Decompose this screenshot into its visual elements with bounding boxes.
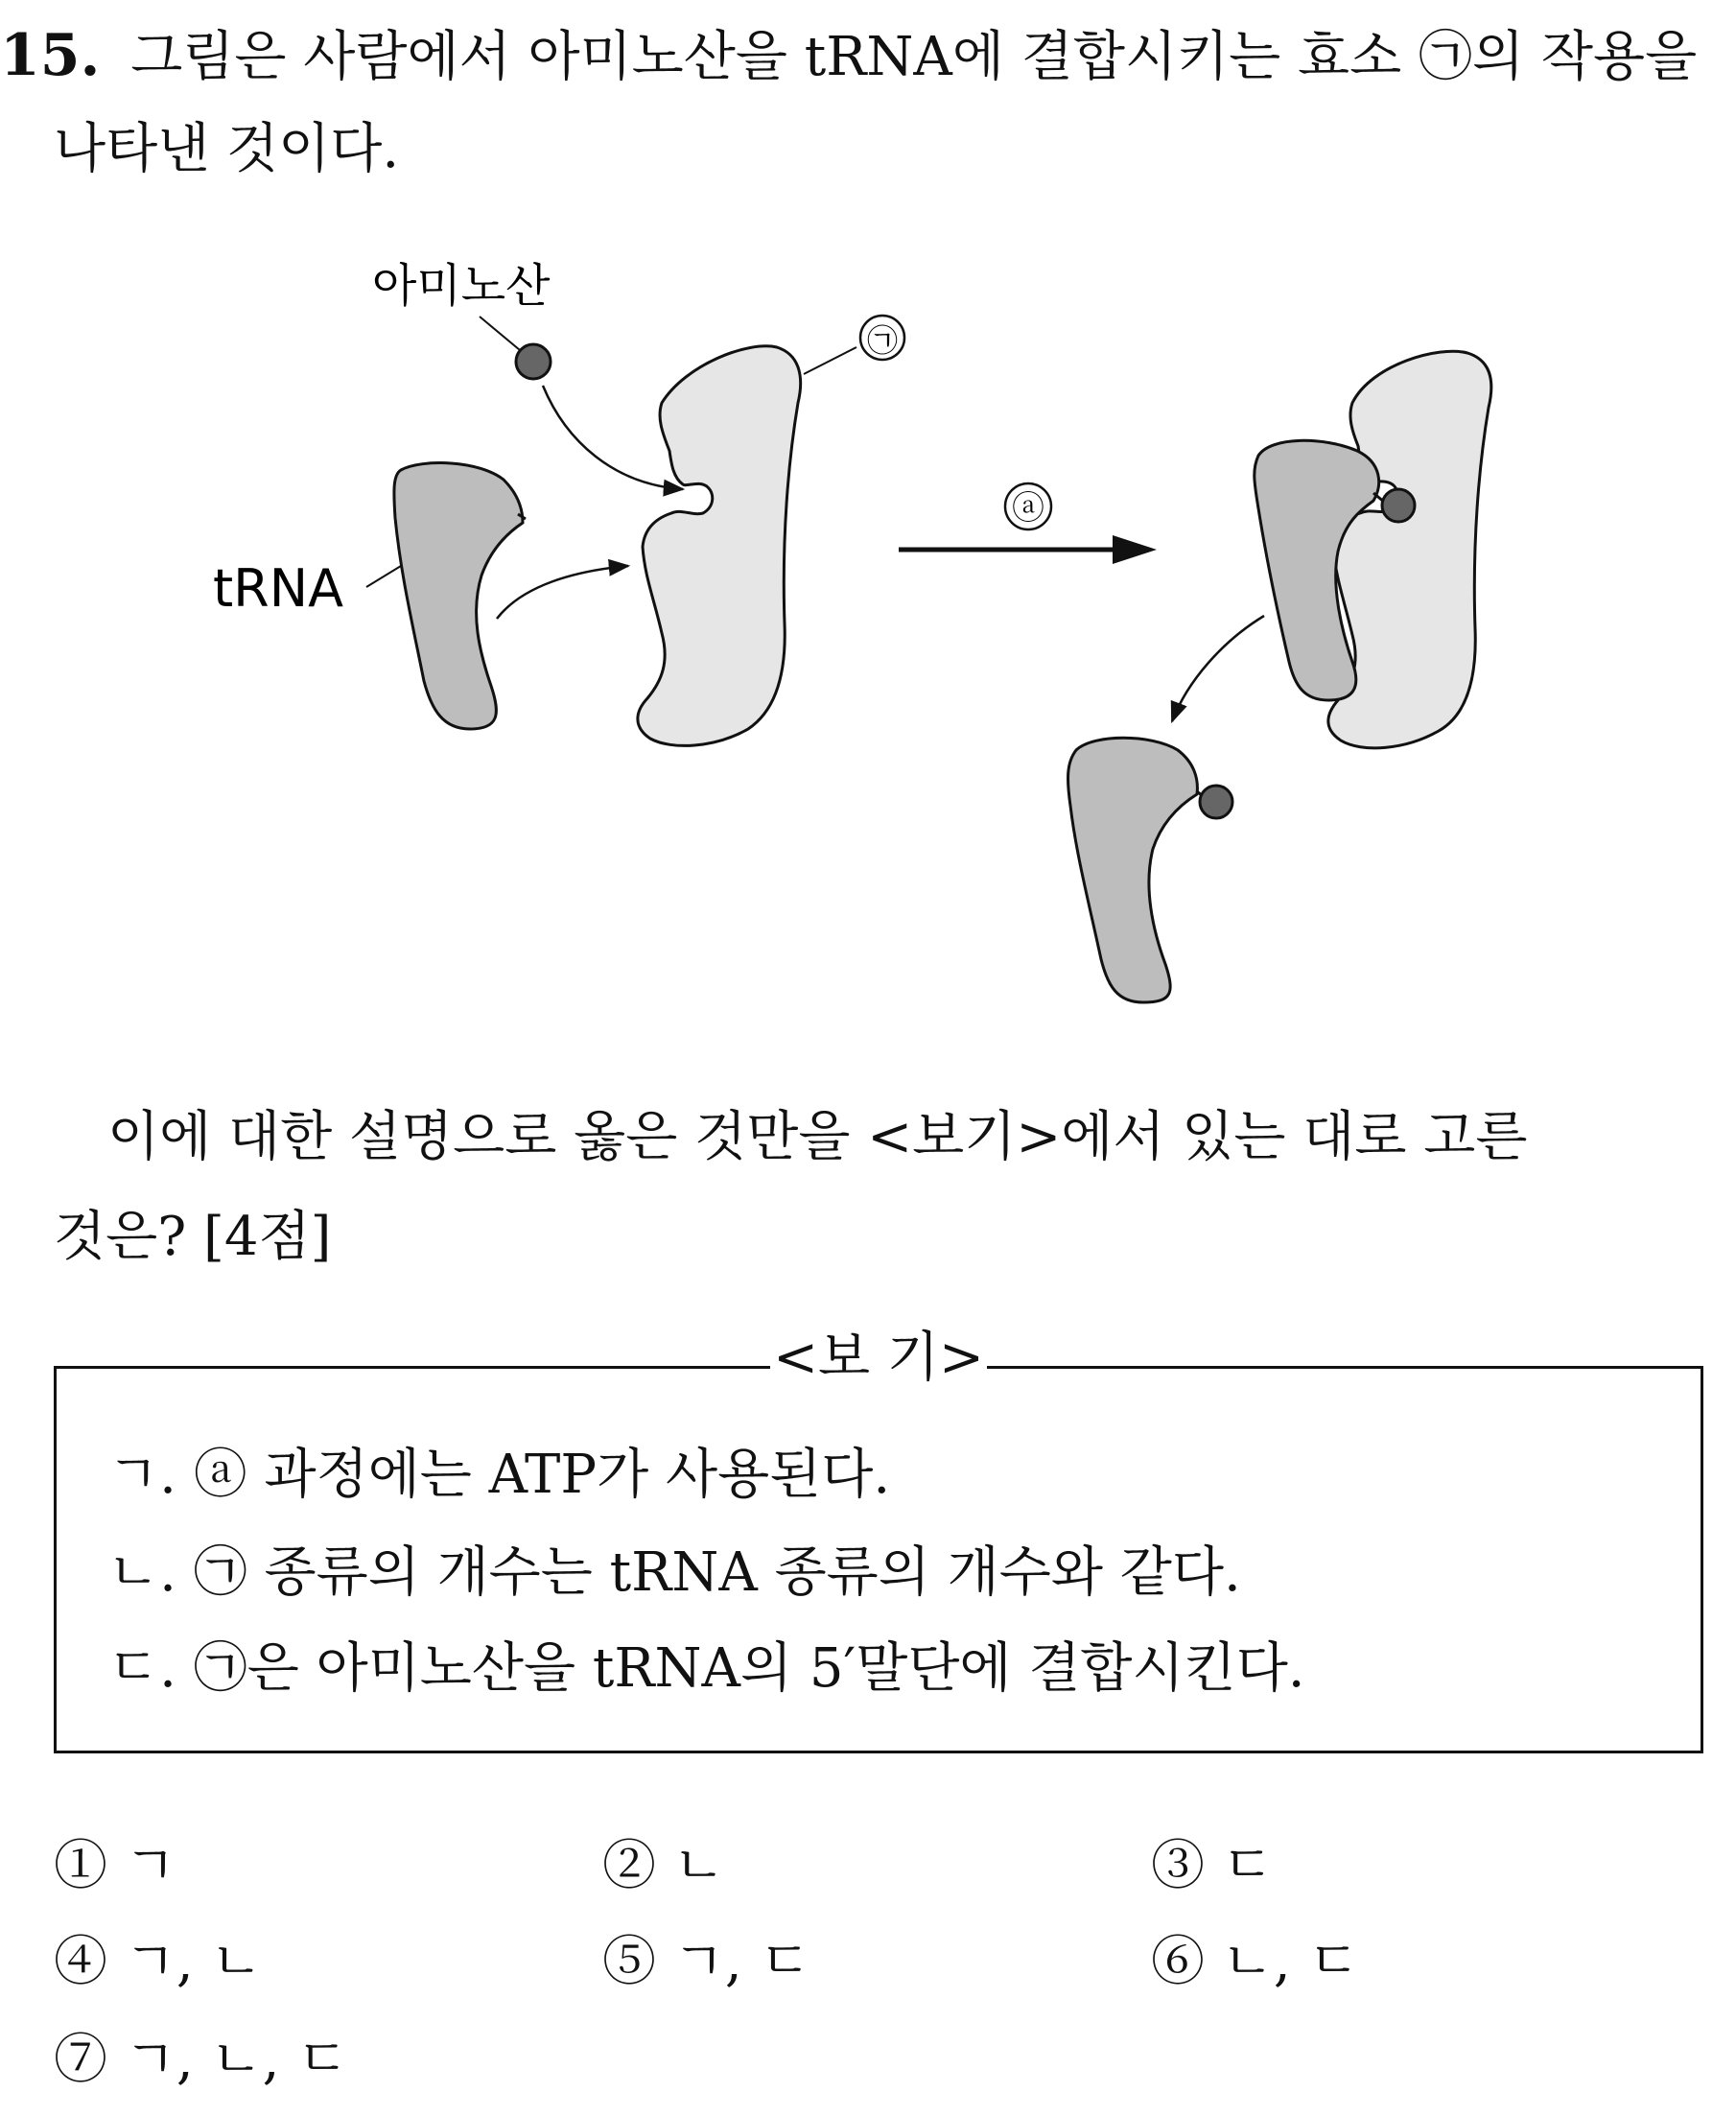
- question-prompt-2: 것은? [4점]: [54, 1206, 332, 1268]
- question-number: 15.: [0, 22, 101, 89]
- option-6[interactable]: ⑥ ㄴ, ㄷ: [1151, 1931, 1360, 1993]
- option-2[interactable]: ② ㄴ: [602, 1835, 725, 1897]
- option-5[interactable]: ⑤ ㄱ, ㄷ: [602, 1931, 811, 1993]
- released-amino-acid: [1200, 786, 1232, 818]
- trna-label: tRNA: [213, 558, 344, 619]
- trna-released: [1068, 738, 1198, 1002]
- question-stem-1: 그림은 사람에서 아미노산을 tRNA에 결합시키는 효소 ㉠의 작용을: [130, 26, 1698, 88]
- bogi-title: <보 기>: [770, 1331, 987, 1385]
- trna-left: [394, 463, 523, 729]
- trna-arrow: [497, 566, 628, 619]
- question-prompt-1: 이에 대한 설명으로 옳은 것만을 <보기>에서 있는 대로 고른: [107, 1106, 1528, 1168]
- process-label: ⓐ: [1012, 489, 1044, 528]
- option-3[interactable]: ③ ㄷ: [1151, 1835, 1274, 1897]
- trna-leader-line: [366, 566, 401, 587]
- amino-acid-leader-line: [480, 317, 526, 355]
- bogi-item-3: ㄷ. ㉠은 아미노산을 tRNA의 5′말단에 결합시킨다.: [107, 1637, 1305, 1700]
- enzyme-figure: [0, 0, 1736, 1036]
- enzyme-label: ㉠: [866, 322, 899, 359]
- bogi-item-1: ㄱ. ⓐ 과정에는 ATP가 사용된다.: [107, 1444, 891, 1506]
- question-stem-2: 나타낸 것이다.: [54, 118, 400, 180]
- option-7[interactable]: ⑦ ㄱ, ㄴ, ㄷ: [54, 2029, 349, 2091]
- enzyme-left: [638, 346, 801, 746]
- option-1[interactable]: ① ㄱ: [54, 1835, 176, 1897]
- option-4[interactable]: ④ ㄱ, ㄴ: [54, 1931, 263, 1993]
- bound-amino-acid: [1382, 489, 1415, 522]
- process-arrow-head: [1113, 535, 1157, 564]
- bogi-item-2: ㄴ. ㉠ 종류의 개수는 tRNA 종류의 개수와 같다.: [107, 1541, 1241, 1604]
- amino-acid-label: 아미노산: [372, 259, 551, 313]
- free-amino-acid: [516, 344, 551, 379]
- enzyme-leader-line: [804, 347, 856, 374]
- release-arrow: [1172, 616, 1264, 721]
